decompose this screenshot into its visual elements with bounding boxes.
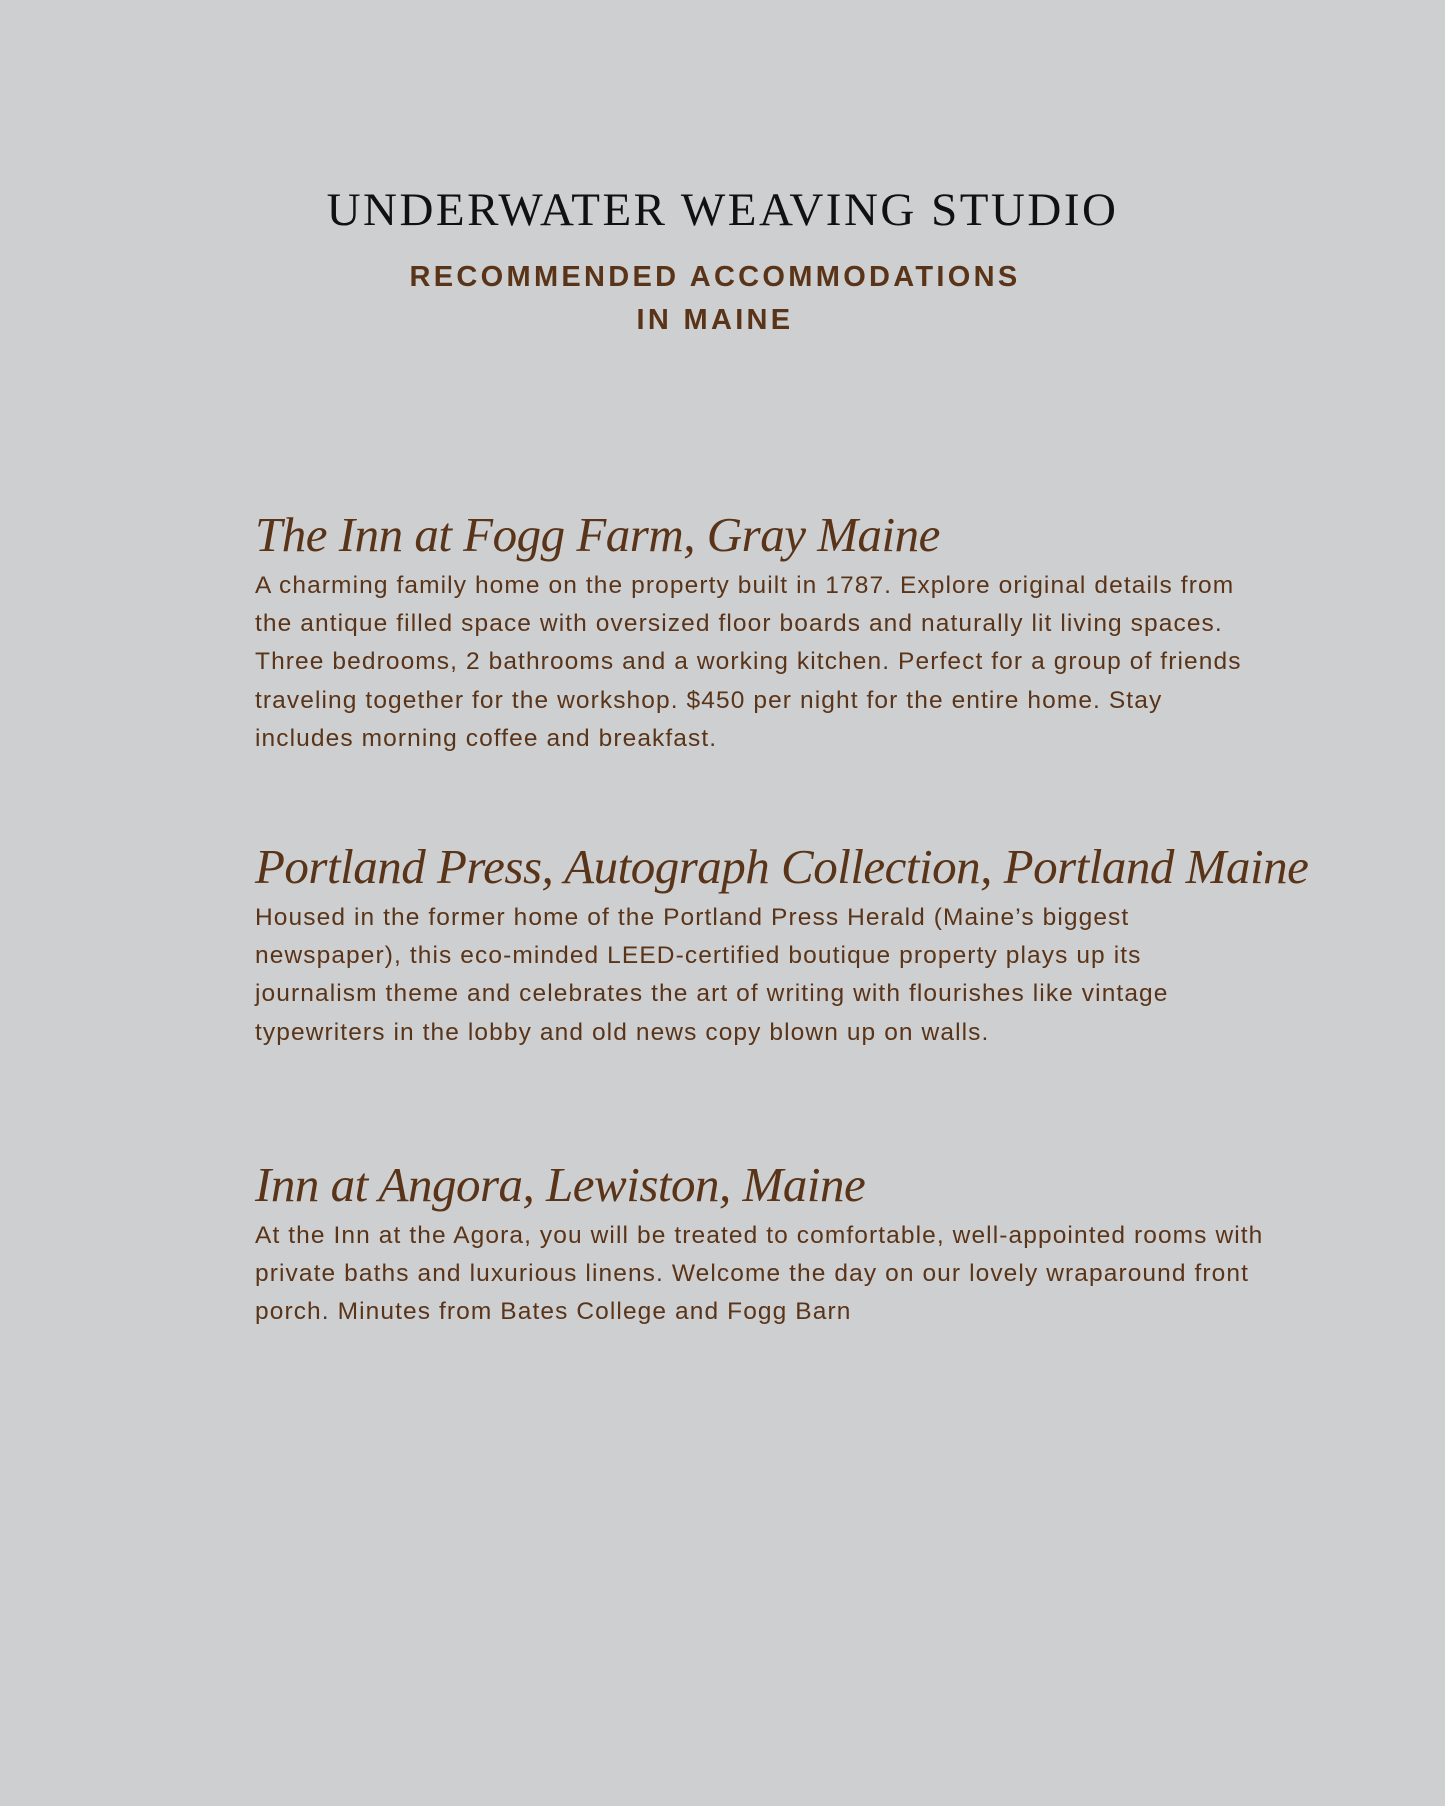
- page-subtitle: [0, 256, 1430, 342]
- subtitle-line-2: IN MAINE: [636, 304, 794, 336]
- listing-description: Housed in the former home of the Portland Press Herald (Maine’s biggest newspaper), this eco-minded LEED-certified boutique property plays up its journalism theme and celebrates the art of writing with flourishes like vintage typewriters in the lobby and old news copy blown up on walls.: [255, 904, 1169, 1046]
- subtitle-line-1: RECOMMENDED ACCOMMODATIONS: [409, 261, 1021, 293]
- listing-inn-at-angora: [255, 1155, 1265, 1332]
- listing-description: A charming family home on the property built in 1787. Explore original details from the antique filled space with oversized floor boards and naturally lit living spaces. Three bedrooms, 2 bathrooms and a working kitchen. Perfect for a group of friends traveling together for the workshop. $450 per night for the entire home. Stay includes morning coffee and breakfast.: [255, 572, 1242, 752]
- listing-inn-at-fogg-farm: [255, 505, 1265, 758]
- listing-portland-press: [255, 837, 1309, 1052]
- listing-description: At the Inn at the Agora, you will be treated to comfortable, well-appointed rooms with private baths and luxurious linens. Welcome the day on our lovely wraparound front porch. Minutes from Bates College and Fogg Barn: [255, 1222, 1264, 1326]
- listing-title: Inn at Angora, Lewiston, Maine: [255, 1157, 866, 1212]
- listing-title: Portland Press, Autograph Collection, Portland Maine: [255, 839, 1309, 894]
- studio-title: UNDERWATER WEAVING STUDIO: [326, 184, 1119, 236]
- listing-title: The Inn at Fogg Farm, Gray Maine: [255, 507, 940, 562]
